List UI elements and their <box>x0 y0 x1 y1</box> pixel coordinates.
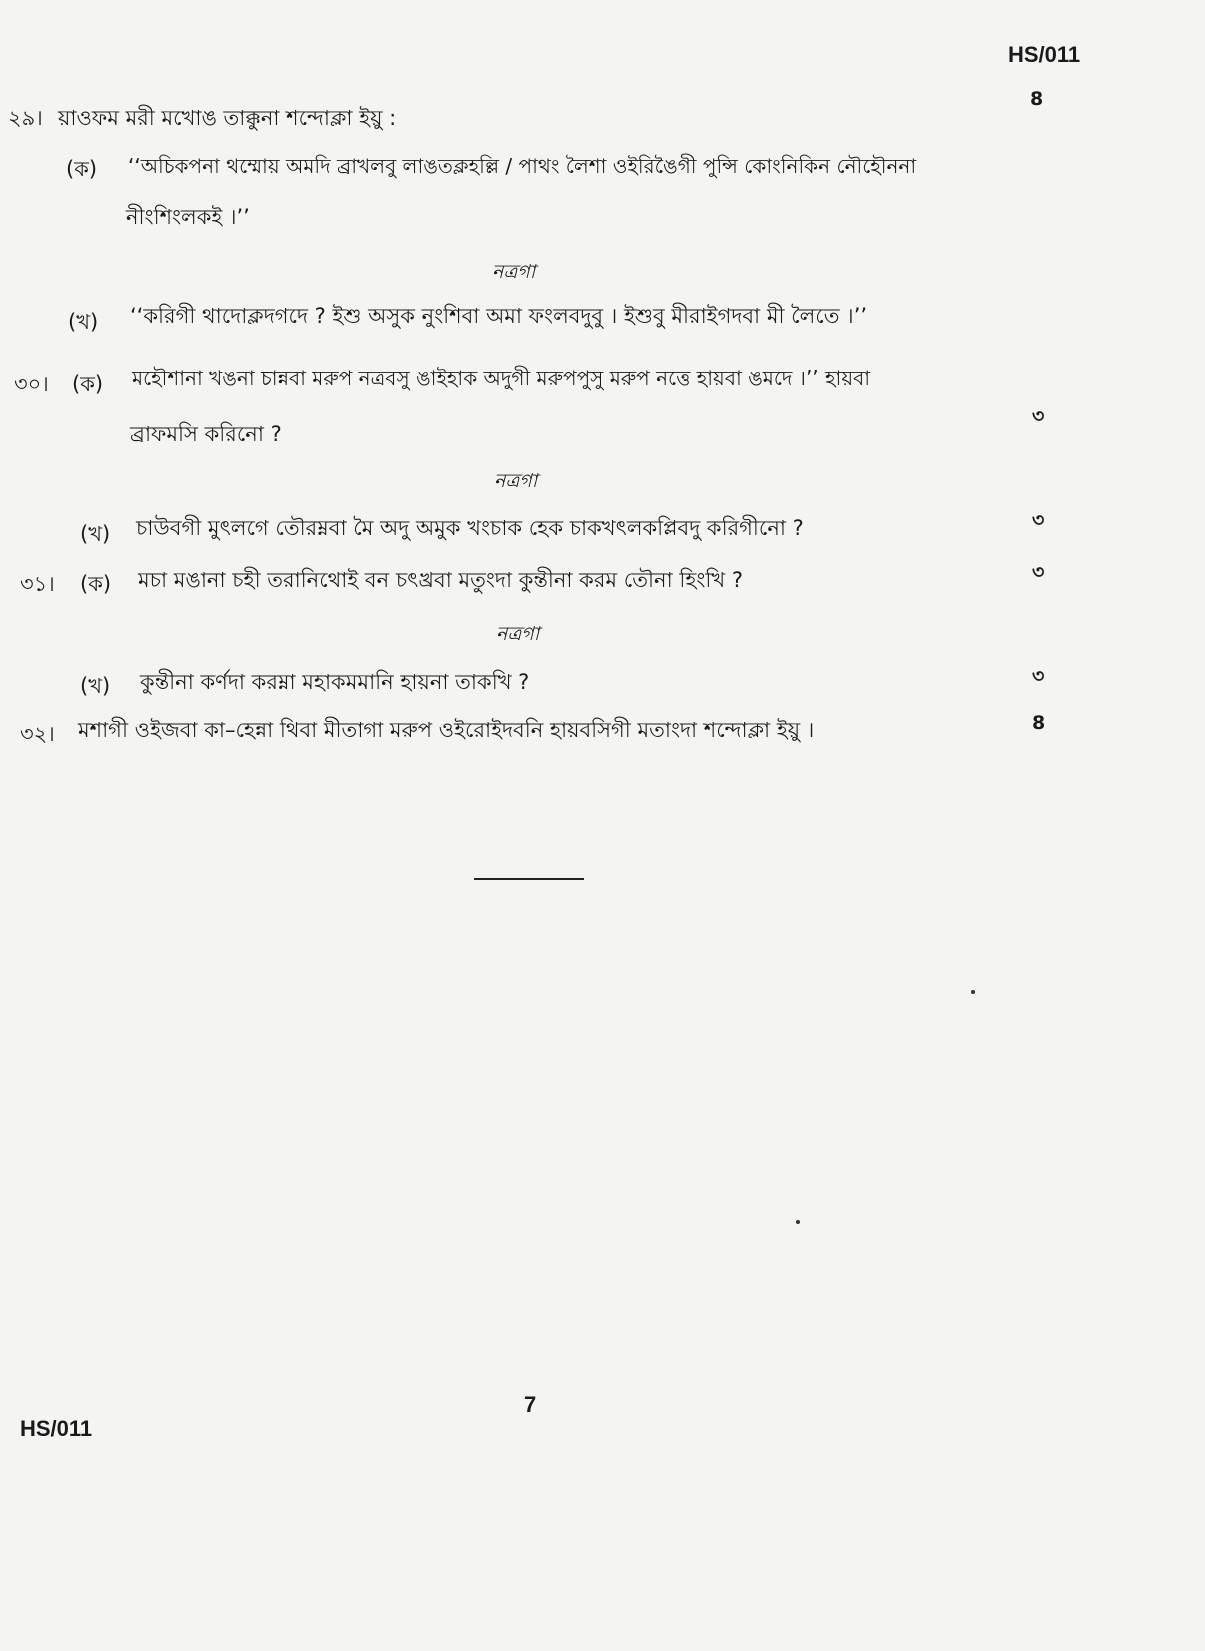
q29-or: নত্রগা <box>492 261 536 283</box>
speck <box>796 1220 800 1224</box>
q31b-text: কুন্তীনা কর্ণদা করম্না মহাকমমানি হায়না তাকখি ? <box>140 670 530 694</box>
q29b-text: ‘‘করিগী থাদোক্লদগদে ? ইশু অসুক নুংশিবা অমা ফংলবদুবু । ইশুবু মীরাইগদবা মী লৈতে ।’’ <box>130 304 868 328</box>
q31-or: নত্রগা <box>496 623 540 645</box>
q30a-marks: ৩ <box>1032 405 1045 427</box>
q29a-line1: ‘‘অচিকপনা থম্মোয় অমদি ব্রাখলবু লাঙতক্লহল্লি / পাথং লৈশা ওইরিঙৈগী পুন্সি কোংনিকিন নৌহৌননা <box>128 154 917 178</box>
q31a-marks: ৩ <box>1032 561 1045 583</box>
q31a-text: মচা মঙানা চহী তরানিথোই বন চৎখ্রবা মতুংদা কুন্তীনা করম তৌনা হিংখি ? <box>138 568 744 592</box>
q31-number: ৩১। <box>20 572 55 596</box>
page-number: 7 <box>524 1392 537 1417</box>
q30a-label: (ক) <box>72 372 104 396</box>
q32-text: মশাগী ওইজবা কা–হেন্না থিবা মীতাগা মরুপ ওইরোইদবনি হায়বসিগী মতাংদা শন্দোক্লা ইয়ু । <box>78 718 815 742</box>
q31b-marks: ৩ <box>1032 665 1045 687</box>
q30a-line1: মহৌশানা খঙনা চান্নবা মরুপ নত্রবসু ঙাইহাক অদুগী মরুপপুসু মরুপ নত্তে হায়বা ঙমদে ।’’ হায়বা <box>132 366 871 390</box>
q29-number: ২৯। <box>8 106 43 130</box>
q29a-line2: নীংশিংলকই ।’’ <box>126 205 250 229</box>
q29-marks: 8 <box>1030 88 1044 110</box>
q31b-label: (খ) <box>80 674 111 698</box>
q30-number: ৩০। <box>14 372 49 396</box>
q30-or: নত্রগা <box>494 470 538 492</box>
q31a-label: (ক) <box>80 572 112 596</box>
paper-code-top: HS/011 <box>1008 42 1081 67</box>
q30b-text: চাউবগী মুৎলগে তৌরম্নবা মৈ অদু অমুক খংচাক হেক চাকখৎলকপ্লিবদু করিগীনো ? <box>136 516 804 540</box>
q29a-label: (ক) <box>66 157 98 181</box>
speck <box>971 990 975 994</box>
q29b-label: (খ) <box>68 310 99 334</box>
q32-marks: 8 <box>1032 712 1046 734</box>
end-rule <box>474 878 584 880</box>
paper-code-bottom: HS/011 <box>20 1416 93 1441</box>
q32-number: ৩২। <box>20 722 55 746</box>
q29-text: য়াওফম মরী মখোঙ তাক্কুনা শন্দোক্লা ইয়ু : <box>58 106 397 130</box>
q30b-marks: ৩ <box>1032 509 1045 531</box>
q30a-line2: ব্রাফমসি করিনো ? <box>130 422 282 446</box>
q30b-label: (খ) <box>80 522 111 546</box>
